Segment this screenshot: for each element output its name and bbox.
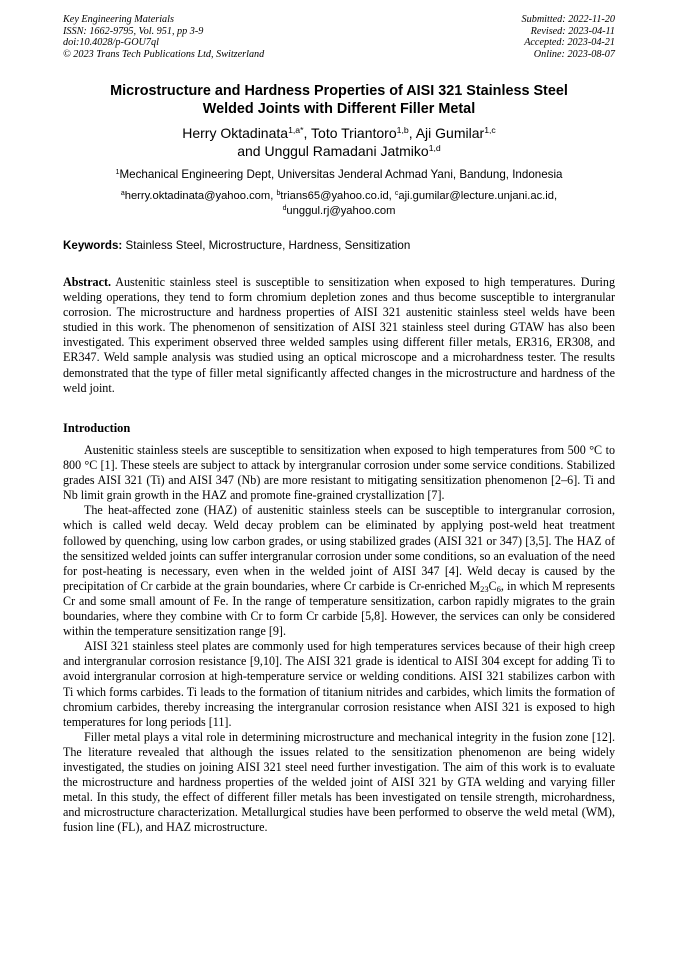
- email-mark: c: [394, 190, 399, 198]
- emails-line-2: [63, 204, 615, 219]
- author-list: [63, 124, 615, 160]
- keywords-label: Keywords:: [63, 239, 123, 252]
- affiliation: [63, 167, 615, 182]
- author-affiliation-mark: 1,a*: [288, 125, 304, 136]
- abstract-label: Abstract.: [63, 275, 112, 289]
- online-date: Online: 2023-08-07: [533, 48, 615, 60]
- email-address[interactable]: unggul.rj@yahoo.com: [286, 205, 396, 217]
- author-name: Herry Oktadinata: [182, 125, 289, 141]
- emails-line-1: [63, 189, 615, 204]
- affiliation-text: Mechanical Engineering Dept, Universitas Jenderal Achmad Yani, Bandung, Indonesia: [119, 168, 563, 181]
- intro-paragraph-3: AISI 321 stainless steel plates are commonly used for high temperatures services because of their high creep and intergranular corrosion resistance [9,10]. The AISI 321 grade is identical to AISI 304 except for adding Ti to avoid intergranular corrosion at high-temperature service or welding conditions. AISI 321 stabilizes carbon with Ti which forms carbides. Ti leads to the formation of titanium nitrides and carbides, which limits the formation of chromium carbides, thereby increasing the intergranular corrosion resistance when AISI 321 is exposed to high temperatures for long periods [11].: [63, 639, 615, 729]
- revised-date: Revised: 2023-04-11: [530, 25, 615, 37]
- subscript: 6: [496, 583, 501, 594]
- paragraph-text: , in which M represents Cr and some small amount of Fe. In the range of temperature sensitization, carbon rapidly migrates to the grain boundaries, where they combine with Cr to form Cr carbide [5,8]. However, the services can only be considered within the temperature sensitization range [9].: [63, 578, 615, 639]
- intro-paragraph-4: Filler metal plays a vital role in determining microstructure and mechanical integrity in the fusion zone [12]. The literature revealed that although the issues related to the sensitization phenomenon are being widely investigated, the studies on joining AISI 321 steel need further investigation. The aim of this work is to evaluate the microstructure and hardness properties of the welded joint of AISI 321 by GTA welding and varying filler metal. In this study, the effect of different filler metals has been investigated on tensile strength, microhardness, and microstructure characterization. Metallurgical studies have been performed to observe the weld metal (WM), fusion line (FL), and HAZ microstructure.: [63, 729, 615, 835]
- journal-header-right: [522, 14, 615, 60]
- journal-header-left: [63, 14, 264, 60]
- introduction-heading: Introduction: [63, 421, 131, 435]
- author-affiliation-mark: 1,b: [396, 125, 409, 136]
- paragraph-text: C: [488, 578, 497, 593]
- affiliation-mark: 1: [115, 167, 120, 177]
- email-address[interactable]: herry.oktadinata@yahoo.com,: [124, 190, 277, 202]
- author-affiliation-mark: 1,d: [428, 143, 441, 154]
- journal-name: Key Engineering Materials: [63, 14, 174, 25]
- author-affiliation-mark: 1,c: [484, 125, 496, 136]
- author-name: Aji Gumilar: [415, 125, 485, 141]
- email-mark: a: [120, 190, 125, 198]
- abstract-text: Austenitic stainless steel is susceptible to sensitization when exposed to high temperatures. During welding operations, they tend to form chromium depletion zones and thus become susceptible to intergranular corrosion. The microstructure and hardness properties of AISI 321 austenitic stainless steel welds have been studied in this work. The phenomenon of sensitization of AISI 321 stainless steel during GTAW has also been investigated. This experiment observed three welded samples using different filler metals, ER316, ER308, and ER347. Weld sample analysis was studied using an optical microscope and a microhardness tester. The results demonstrated that the type of filler metal significantly affected changes in the microstructure and hardness of the weld joint.: [63, 275, 615, 395]
- submitted-date: Submitted: 2022-11-20: [521, 14, 615, 25]
- email-mark: b: [276, 190, 281, 198]
- email-list: [63, 189, 615, 219]
- abstract: [63, 275, 615, 396]
- email-mark: d: [282, 205, 287, 213]
- author-separator: ,: [303, 125, 312, 141]
- authors-line-2: [63, 142, 615, 160]
- author-conjunction: and: [237, 143, 265, 159]
- subscript: 23: [480, 583, 489, 594]
- accepted-date: Accepted: 2023-04-21: [524, 37, 615, 49]
- copyright-line: © 2023 Trans Tech Publications Ltd, Switzerland: [63, 48, 265, 60]
- introduction-body: [63, 443, 615, 835]
- email-address[interactable]: trians65@yahoo.co.id,: [280, 190, 395, 202]
- title-line-1: Microstructure and Hardness Properties of AISI 321 Stainless Steel: [110, 83, 568, 99]
- paper-title: [63, 82, 615, 118]
- doi-line[interactable]: doi:10.4028/p-GOU7ql: [63, 37, 159, 49]
- issn-line: ISSN: 1662-9795, Vol. 951, pp 3-9: [63, 25, 204, 37]
- authors-line-1: [63, 124, 615, 142]
- keywords-text: Stainless Steel, Microstructure, Hardness, Sensitization: [122, 239, 411, 252]
- author-separator: ,: [408, 125, 416, 141]
- intro-paragraph-1: Austenitic stainless steels are susceptible to sensitization when exposed to high temperatures from 500 °C to 800 °C [1]. These steels are subject to attack by intergranular corrosion under some service conditions. Stabilized grades AISI 321 (Ti) and AISI 347 (Nb) are more resistant to mitigating sensitization phenomenon [2–6]. Ti and Nb limit grain growth in the HAZ and promote fine-grained crystallization [7].: [63, 443, 615, 503]
- paragraph-text: The heat-affected zone (HAZ) of austenitic stainless steels can be susceptible to intergranular corrosion, which is called weld decay. Weld decay problem can be eliminated by applying post-weld heat treatment followed by quenching, using low carbon grades, or using stabilized grades (AISI 321 or 347) [3,5]. The HAZ of the sensitized welded joints can suffer intergranular corrosion under some conditions, so an evaluation of the need for post-heating is necessary, even when in the welded joint of AISI 347 [4]. Weld decay is caused by the precipitation of Cr carbide at the grain boundaries, where Cr carbide is Cr-enriched M: [63, 503, 616, 593]
- keywords: [63, 238, 615, 253]
- email-address[interactable]: aji.gumilar@lecture.unjani.ac.id,: [398, 190, 558, 202]
- author-name: Unggul Ramadani Jatmiko: [264, 143, 429, 159]
- title-line-2: Welded Joints with Different Filler Metal: [202, 101, 476, 117]
- author-name: Toto Triantoro: [311, 125, 397, 141]
- intro-paragraph-2: [63, 503, 615, 639]
